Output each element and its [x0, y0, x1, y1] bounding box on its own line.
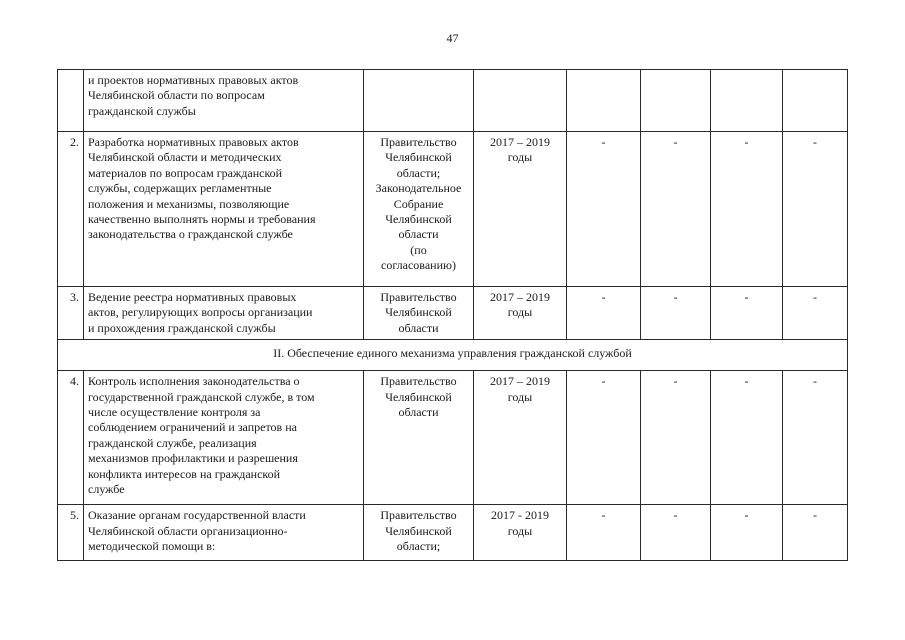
executor-cell-line: Правительство [380, 374, 457, 389]
activities-table [57, 69, 848, 561]
executor-cell-line: Челябинской [385, 212, 452, 227]
row-number [58, 70, 84, 132]
funding-cell: - [783, 371, 848, 505]
funding-cell [567, 70, 641, 132]
funding-cell: - [711, 371, 783, 505]
row-number: 2. [58, 132, 84, 287]
activity-cell-line: Челябинской области по вопросам [88, 88, 265, 103]
period-cell [474, 70, 567, 132]
executor-cell [364, 287, 474, 340]
activity-cell [84, 371, 364, 505]
executor-cell-line: Челябинской [385, 305, 452, 320]
period-cell [474, 505, 567, 561]
executor-cell-line: Правительство [380, 508, 457, 523]
activity-cell-line: и проектов нормативных правовых актов [88, 73, 299, 87]
funding-cell: - [711, 505, 783, 561]
period-cell-line: 2017 – 2019 [490, 135, 550, 149]
activity-cell-line: гражданской службе, реализация [88, 435, 257, 450]
period-cell [474, 132, 567, 287]
section-row [58, 340, 848, 371]
activity-cell-line: актов, регулирующих вопросы организации [88, 305, 313, 320]
activity-cell-line: службы, содержащих регламентные [88, 181, 272, 196]
executor-cell [364, 70, 474, 132]
activity-cell-line: Оказание органам государственной власти [88, 508, 306, 523]
activity-cell-line: качественно выполнять нормы и требования [88, 212, 316, 227]
executor-cell-line: Челябинской [385, 523, 452, 538]
funding-cell [711, 70, 783, 132]
activity-cell-line: Контроль исполнения законодательства о [88, 374, 300, 389]
activity-cell-line: службе [88, 482, 125, 497]
executor-cell-line: области [398, 227, 439, 242]
executor-cell-line: области; [396, 539, 441, 554]
funding-cell: - [567, 287, 641, 340]
period-cell [474, 287, 567, 340]
activity-cell-line: Челябинской области и методических [88, 150, 282, 165]
period-cell [474, 371, 567, 505]
table-row [58, 132, 848, 287]
activity-cell-line: Челябинской области организационно- [88, 523, 288, 538]
period-cell-line: годы [507, 523, 533, 538]
funding-cell: - [783, 287, 848, 340]
activity-cell-line: материалов по вопросам гражданской [88, 165, 283, 180]
activity-cell [84, 70, 364, 132]
funding-cell: - [567, 132, 641, 287]
period-cell-line: 2017 - 2019 [491, 508, 549, 523]
executor-cell [364, 371, 474, 505]
funding-cell: - [567, 505, 641, 561]
period-cell-line: 2017 – 2019 [490, 374, 550, 389]
executor-cell-line: Правительство [380, 135, 457, 149]
table-row [58, 287, 848, 340]
period-cell-line: 2017 – 2019 [490, 290, 550, 304]
activity-cell-line: Разработка нормативных правовых актов [88, 135, 299, 149]
activity-cell [84, 287, 364, 340]
funding-cell: - [783, 505, 848, 561]
activity-cell-line: механизмов профилактики и разрешения [88, 451, 298, 466]
funding-cell: - [641, 132, 711, 287]
period-cell-line: годы [507, 389, 533, 404]
executor-cell-line: Собрание [393, 196, 444, 211]
funding-cell: - [641, 371, 711, 505]
activity-cell-line: положения и механизмы, позволяющие [88, 196, 290, 211]
funding-cell [641, 70, 711, 132]
period-cell-line: годы [507, 305, 533, 320]
activity-cell-line: гражданской службы [88, 103, 196, 118]
activity-cell-line: соблюдением ограничений и запретов на [88, 420, 297, 435]
row-number: 4. [58, 371, 84, 505]
table-row [58, 371, 848, 505]
funding-cell: - [641, 287, 711, 340]
activity-cell-line: конфликта интересов на гражданской [88, 466, 281, 481]
row-number: 3. [58, 287, 84, 340]
executor-cell [364, 132, 474, 287]
funding-cell [783, 70, 848, 132]
activity-cell [84, 505, 364, 561]
executor-cell-line: согласованию) [381, 258, 456, 273]
funding-cell: - [567, 371, 641, 505]
section-title: II. Обеспечение единого механизма управления гражданской службой [58, 340, 848, 371]
funding-cell: - [711, 132, 783, 287]
executor-cell-line: Челябинской [385, 150, 452, 165]
executor-cell-line: (по [410, 242, 427, 257]
executor-cell-line: Челябинской [385, 389, 452, 404]
funding-cell: - [641, 505, 711, 561]
table-row [58, 505, 848, 561]
funding-cell: - [783, 132, 848, 287]
activity-cell-line: законодательства о гражданской службе [88, 227, 293, 242]
executor-cell-line: области; [396, 165, 441, 180]
activity-cell-line: методической помощи в: [88, 539, 216, 554]
executor-cell-line: Правительство [380, 290, 457, 304]
period-cell-line: годы [507, 150, 533, 165]
executor-cell [364, 505, 474, 561]
table-row [58, 70, 848, 132]
activity-cell [84, 132, 364, 287]
page-number: 47 [446, 31, 459, 45]
executor-cell-line: Законодательное [375, 181, 462, 196]
row-number: 5. [58, 505, 84, 561]
activity-cell-line: числе осуществление контроля за [88, 405, 261, 420]
executor-cell-line: области [398, 320, 439, 335]
activity-cell-line: государственной гражданской службе, в том [88, 389, 315, 404]
executor-cell-line: области [398, 405, 439, 420]
funding-cell: - [711, 287, 783, 340]
activity-cell-line: Ведение реестра нормативных правовых [88, 290, 297, 304]
activity-cell-line: и прохождения гражданской службы [88, 320, 276, 335]
